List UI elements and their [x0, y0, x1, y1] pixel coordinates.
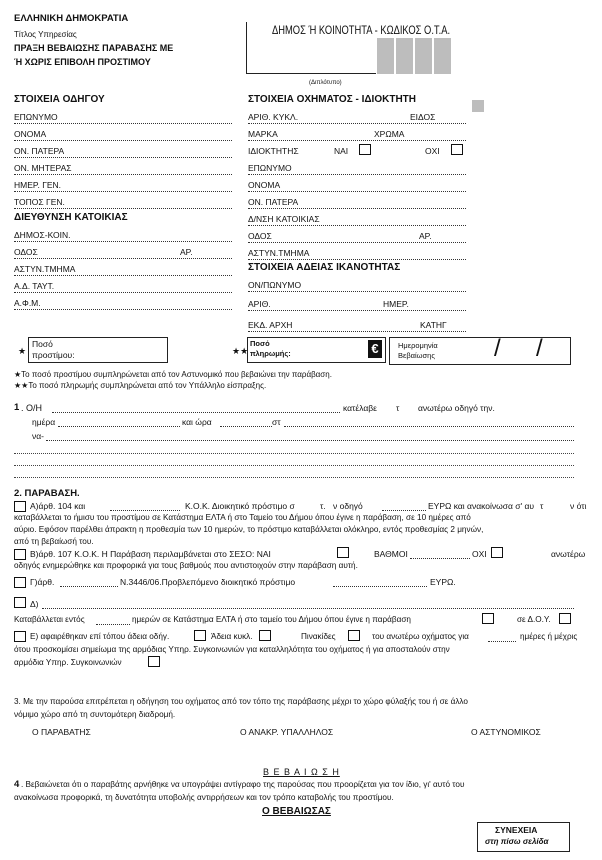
driver-birthdate-label: ΗΜΕΡ. ΓΕΝ. [14, 180, 62, 190]
euro-icon: € [368, 340, 382, 358]
certification-number: 4 [14, 779, 20, 790]
act-title-line2: Ή ΧΩΡΙΣ ΕΠΙΒΟΛΗ ΠΡΟΣΤΙΜΟΥ [14, 57, 151, 67]
seso-no-label: ΟΧΙ [472, 549, 487, 559]
violation-a-checkbox[interactable] [14, 501, 26, 512]
sesο-yes-checkbox[interactable] [337, 547, 349, 558]
address-police-dept-label: ΑΣΤΥΝ.ΤΜΗΜΑ [14, 264, 76, 274]
removed-license-label: Ε) αφαιρέθηκαν επί τόπου άδεια οδήγ. [30, 632, 170, 641]
license-section-title: ΣΤΟΙΧΕΙΑ ΑΔΕΙΑΣ ΙΚΑΝΟΤΗΤΑΣ [248, 262, 401, 273]
driver-name-field[interactable] [14, 140, 232, 141]
address-police-dept-field[interactable] [14, 275, 232, 276]
ota-code-box-3[interactable] [415, 38, 432, 74]
seso-no-checkbox[interactable] [491, 547, 503, 558]
removed-registration-label: Άδεια κυκλ. [211, 632, 253, 641]
above-driver-label: ανωτέρω οδηγό την. [418, 403, 495, 413]
driver-name-label: ΟΝΟΜΑ [14, 129, 47, 139]
violation-g-euro: ΕΥΡΩ. [430, 577, 456, 587]
violation-a-line2: καταβάλλεται το ήμισυ του προστίμου σε Κατάστημα ΕΛΤΑ ή στο Ταμείο του Δήμου όπου έγινε η παράβαση, σε 10 ημέρες από [14, 513, 471, 522]
vehicle-plate-label: ΑΡΙΘ. ΚΥΚΛ. [248, 112, 299, 122]
license-authority-field[interactable] [248, 331, 466, 332]
violation-g-article-field[interactable] [60, 586, 118, 587]
owner-residence-label: Δ/ΝΣΗ ΚΑΤΟΙΚΙΑΣ [248, 214, 320, 224]
pay-tax-office-checkbox[interactable] [559, 613, 571, 624]
certification-title: Β Ε Β Α Ι Ω Σ Η [263, 767, 340, 777]
owner-father-field[interactable] [248, 208, 466, 209]
section1-line-3[interactable] [14, 477, 574, 478]
driver-mother-field[interactable] [14, 174, 232, 175]
owner-yes-label: ΝΑΙ [334, 146, 349, 156]
vehicle-type-label: ΕΙΔΟΣ [410, 112, 436, 122]
at-label: στ [272, 417, 281, 427]
removed-duration-text: του ανωτέρω οχήματος για [372, 632, 469, 641]
owner-name-field[interactable] [248, 191, 466, 192]
violation-d-label: Δ) [30, 599, 39, 609]
violation-e-line2: ότου προσκομίσει σημείωμα της αρμόδιας Υπηρ. Συγκοινωνιών για καταλληλότητα του οχήματος ή για αποσταλούν στην [14, 645, 450, 654]
license-name-field[interactable] [248, 291, 466, 292]
address-section-title: ΔΙΕΥΘΥΝΣΗ ΚΑΤΟΙΚΙΑΣ [14, 212, 128, 223]
vehicle-color-label: ΧΡΩΜΑ [374, 129, 405, 139]
offender-signature-label: Ο ΠΑΡΑΒΑΤΗΣ [32, 727, 91, 737]
republic-title: ΕΛΛΗΝΙΚΗ ΔΗΜΟΚΡΑΤΙΑ [14, 13, 129, 24]
ota-code-box-2[interactable] [396, 38, 413, 74]
cert-date-label-2: Βεβαίωσης [398, 351, 435, 360]
day-field[interactable] [58, 426, 180, 427]
section1-line-2[interactable] [14, 465, 574, 466]
payment-stars: ★★ [232, 346, 249, 356]
removed-until-text: ημέρες ή μέχρις [520, 632, 578, 641]
driver-surname-label: ΕΠΩΝΥΜΟ [14, 112, 58, 122]
address-street-field[interactable] [14, 258, 232, 259]
section2-title: 2. ΠΑΡΑΒΑΣΗ. [14, 488, 80, 499]
violation-d-checkbox[interactable] [14, 597, 26, 608]
driver-father-label: ΟΝ. ΠΑΤΕΡΑ [14, 146, 65, 156]
violation-b-text: Β)άρθ. 107 Κ.Ο.Κ. Η Παράβαση περιλαμβάνεται στο ΣΕΣΟ: ΝΑΙ [30, 549, 271, 559]
municipality-box-left [246, 22, 247, 74]
driver-birthdate-field[interactable] [14, 191, 232, 192]
payment-amount-label-2: πληρωμής: [250, 349, 291, 358]
ota-code-box-4[interactable] [434, 38, 451, 74]
serial-label: (Διπλότυπο) [309, 80, 342, 86]
vehicle-make-label: ΜΑΡΚΑ [248, 129, 278, 139]
owner-yes-checkbox[interactable] [359, 144, 371, 155]
removed-plates-checkbox[interactable] [348, 630, 360, 641]
vehicle-owner-label: ΙΔΙΟΚΤΗΤΗΣ [248, 146, 299, 156]
date-slash-2: / [536, 335, 543, 362]
certification-line1: . Βεβαιώνεται ότι ο παραβάτης αρνήθηκε να υπογράψει αντίγραφο της παρούσας που προορίζεται για τον ίδιο, γι' αυτό του [21, 780, 465, 789]
time-label: και ώρα [182, 417, 212, 427]
violation-g-text: Ν.3446/06.Προβλεπόμενο διοικητικό πρόστιμο [120, 577, 296, 587]
vehicle-section-title: ΣΤΟΙΧΕΙΑ ΟΧΗΜΑΤΟΣ - ΙΔΙΟΚΤΗΤΗ [248, 94, 416, 105]
day-label: ημέρα [32, 417, 56, 427]
service-title: Τίτλος Υπηρεσίας [14, 30, 77, 39]
violation-a-euro-text: ΕΥΡΩ και ανακοίνωσα σ' αυ [428, 501, 535, 511]
in-label: να- [32, 431, 44, 441]
removed-days-field[interactable] [488, 641, 516, 642]
violation-a-line3: αύριο. Εφόσον παρέλθει άπρακτη η προθεσμία των 10 ημερών, το πρόστιμο καταβάλλεται ολόκληρο, εντός προθεσμίας 2 μηνών, [14, 525, 484, 534]
location-field-2[interactable] [46, 440, 574, 441]
violation-g-checkbox[interactable] [14, 577, 26, 588]
officer-name-field[interactable] [52, 412, 340, 413]
section1-line-1[interactable] [14, 453, 574, 454]
violation-a-article-3: τ [540, 501, 544, 511]
owner-no-label: ΟΧΙ [425, 146, 440, 156]
license-corner-mark [472, 100, 484, 112]
fine-note: ★Το ποσό προστίμου συμπληρώνεται από τον Αστυνομικό που βεβαιώνει την παράβαση. [14, 370, 332, 379]
owner-police-dept-field[interactable] [248, 259, 466, 260]
violation-e-checkbox[interactable] [14, 631, 26, 642]
cert-date-label-1: Ημερομηνία [398, 341, 438, 350]
violation-g-article: Γ)άρθ. [30, 577, 55, 587]
owner-number-label: ΑΡ. [419, 231, 432, 241]
address-number-label: ΑΡ. [180, 247, 193, 257]
removed-plates-label: Πινακίδες [301, 632, 336, 641]
owner-surname-label: ΕΠΩΝΥΜΟ [248, 163, 292, 173]
violation-d-field[interactable] [42, 608, 574, 609]
owner-father-label: ΟΝ. ΠΑΤΕΡΑ [248, 197, 299, 207]
fine-amount-label-2: προστίμου: [32, 350, 75, 360]
fine-star: ★ [18, 346, 27, 356]
section3-line2: νόμιμο χώρο από τη συντομότερη διαδρομή. [14, 710, 176, 719]
owner-residence-field[interactable] [248, 225, 466, 226]
violation-g-amount-field[interactable] [333, 586, 427, 587]
section3-line1: 3. Με την παρούσα επιτρέπεται η οδήγηση του οχήματος από τον τόπο της παράβασης μέχρι το χώρο φύλαξής του ή σε άλλο [14, 697, 468, 706]
points-label: ΒΑΘΜΟΙ [374, 549, 408, 559]
address-municipality-field[interactable] [14, 241, 232, 242]
owner-surname-field[interactable] [248, 174, 466, 175]
license-authority-label: ΕΚΔ. ΑΡΧΗ [248, 320, 293, 330]
location-field[interactable] [284, 426, 574, 427]
points-field[interactable] [410, 558, 470, 559]
payment-within-label: Καταβάλλεται εντός [14, 615, 85, 624]
pay-tax-office-label: σε Δ.Ο.Υ. [517, 615, 551, 624]
violation-a-fine-text: Κ.Ο.Κ. Διοικητικό πρόστιμο σ [185, 501, 295, 511]
driver-mother-label: ΟΝ. ΜΗΤΕΡΑΣ [14, 163, 72, 173]
investigating-officer-label: Ο ΑΝΑΚΡ. ΥΠΑΛΛΗΛΟΣ [240, 727, 334, 737]
violation-a-amount-field[interactable] [382, 510, 426, 511]
caught-article: τ [396, 403, 400, 413]
violation-b-line2: οδηγός ενημερώθηκε και προφορικά για τους βαθμούς που αντιστοιχούν στην παράβαση αυτή. [14, 561, 358, 570]
section1-officer-label: . Ο/Η [21, 403, 43, 413]
payment-amount-label-1: Ποσό [250, 339, 270, 348]
owner-street-label: ΟΔΟΣ [248, 231, 272, 241]
driver-birthplace-label: ΤΟΠΟΣ ΓΕΝ. [14, 197, 65, 207]
violation-b-above: ανωτέρω [551, 549, 586, 559]
license-category-label: ΚΑΤΗΓ [420, 320, 447, 330]
driver-father-field[interactable] [14, 157, 232, 158]
section1-number: 1 [14, 402, 20, 413]
act-title-line1: ΠΡΑΞΗ ΒΕΒΑΙΩΣΗΣ ΠΑΡΑΒΑΣΗΣ ΜΕ [14, 43, 174, 53]
driver-birthplace-field[interactable] [14, 208, 232, 209]
owner-no-checkbox[interactable] [451, 144, 463, 155]
caught-label: κατέλαβε [343, 403, 377, 413]
id-card-field[interactable] [14, 292, 232, 293]
violation-a-article: Α)άρθ. 104 και [30, 501, 86, 511]
transport-service-checkbox[interactable] [148, 656, 160, 667]
id-card-label: Α.Δ. ΤΑΥΤ. [14, 281, 55, 291]
certification-line2: ανακοίνωσα προφορικά, τη δυνατότητα υποβολής αντιρρήσεων και τον τρόπο καταβολής του προστίμου. [14, 793, 394, 802]
violation-e-line3: αρμόδια Υπηρ. Συγκοινωνιών [14, 658, 122, 667]
tax-id-field[interactable] [14, 309, 232, 310]
violation-a-that: ν ότι [570, 501, 587, 511]
vehicle-plate-field[interactable] [248, 123, 466, 124]
municipality-box-bottom [246, 73, 376, 74]
removed-license-checkbox[interactable] [194, 630, 206, 641]
violation-a-line4: από τη βεβαίωσή του. [14, 537, 94, 546]
license-number-field[interactable] [248, 310, 466, 311]
continue-label: ΣΥΝΕΧΕΙΑ [495, 825, 538, 835]
driver-surname-field[interactable] [14, 123, 232, 124]
violation-a-article-2: τ. [320, 501, 326, 511]
owner-name-label: ΟΝΟΜΑ [248, 180, 281, 190]
date-slash-1: / [494, 335, 501, 362]
violation-b-checkbox[interactable] [14, 549, 26, 560]
ota-code-box-1[interactable] [377, 38, 394, 74]
owner-police-dept-label: ΑΣΤΥΝ.ΤΜΗΜΑ [248, 248, 310, 258]
vehicle-make-field[interactable] [248, 140, 466, 141]
license-name-label: ΟΝ/ΠΩΝΥΜΟ [248, 280, 302, 290]
payment-note: ★★Το ποσό πληρωμής συμπληρώνεται από τον Υπάλληλο είσπραξης. [14, 381, 267, 390]
pay-municipality-checkbox[interactable] [482, 613, 494, 624]
license-date-label: ΗΜΕΡ. [383, 299, 409, 309]
payment-place-text: ημερών σε Κατάστημα ΕΛΤΑ ή στο ταμείο του Δήμου όπου έγινε η παράβαση [132, 615, 411, 624]
payment-days-field[interactable] [96, 624, 130, 625]
tax-id-label: Α.Φ.Μ. [14, 298, 41, 308]
removed-registration-checkbox[interactable] [259, 630, 271, 641]
certifier-signature-label: Ο ΒΕΒΑΙΩΣΑΣ [262, 806, 331, 817]
address-municipality-label: ΔΗΜΟΣ-ΚΟΙΝ. [14, 230, 71, 240]
time-field[interactable] [220, 426, 272, 427]
municipality-code-label: ΔΗΜΟΣ Ή ΚΟΙΝΟΤΗΤΑ - ΚΩΔΙΚΟΣ Ο.Τ.Α. [272, 23, 451, 37]
violation-a-driver-text: ν οδηγό [333, 501, 363, 511]
owner-street-field[interactable] [248, 242, 466, 243]
police-officer-label: Ο ΑΣΤΥΝΟΜΙΚΟΣ [471, 727, 541, 737]
violation-a-article-field[interactable] [110, 510, 180, 511]
driver-section-title: ΣΤΟΙΧΕΙΑ ΟΔΗΓΟΥ [14, 94, 105, 105]
license-number-label: ΑΡΙΘ. [248, 299, 271, 309]
fine-amount-label-1: Ποσό [32, 339, 53, 349]
back-page-label: στη πίσω σελίδα [485, 837, 549, 846]
address-street-label: ΟΔΟΣ [14, 247, 38, 257]
